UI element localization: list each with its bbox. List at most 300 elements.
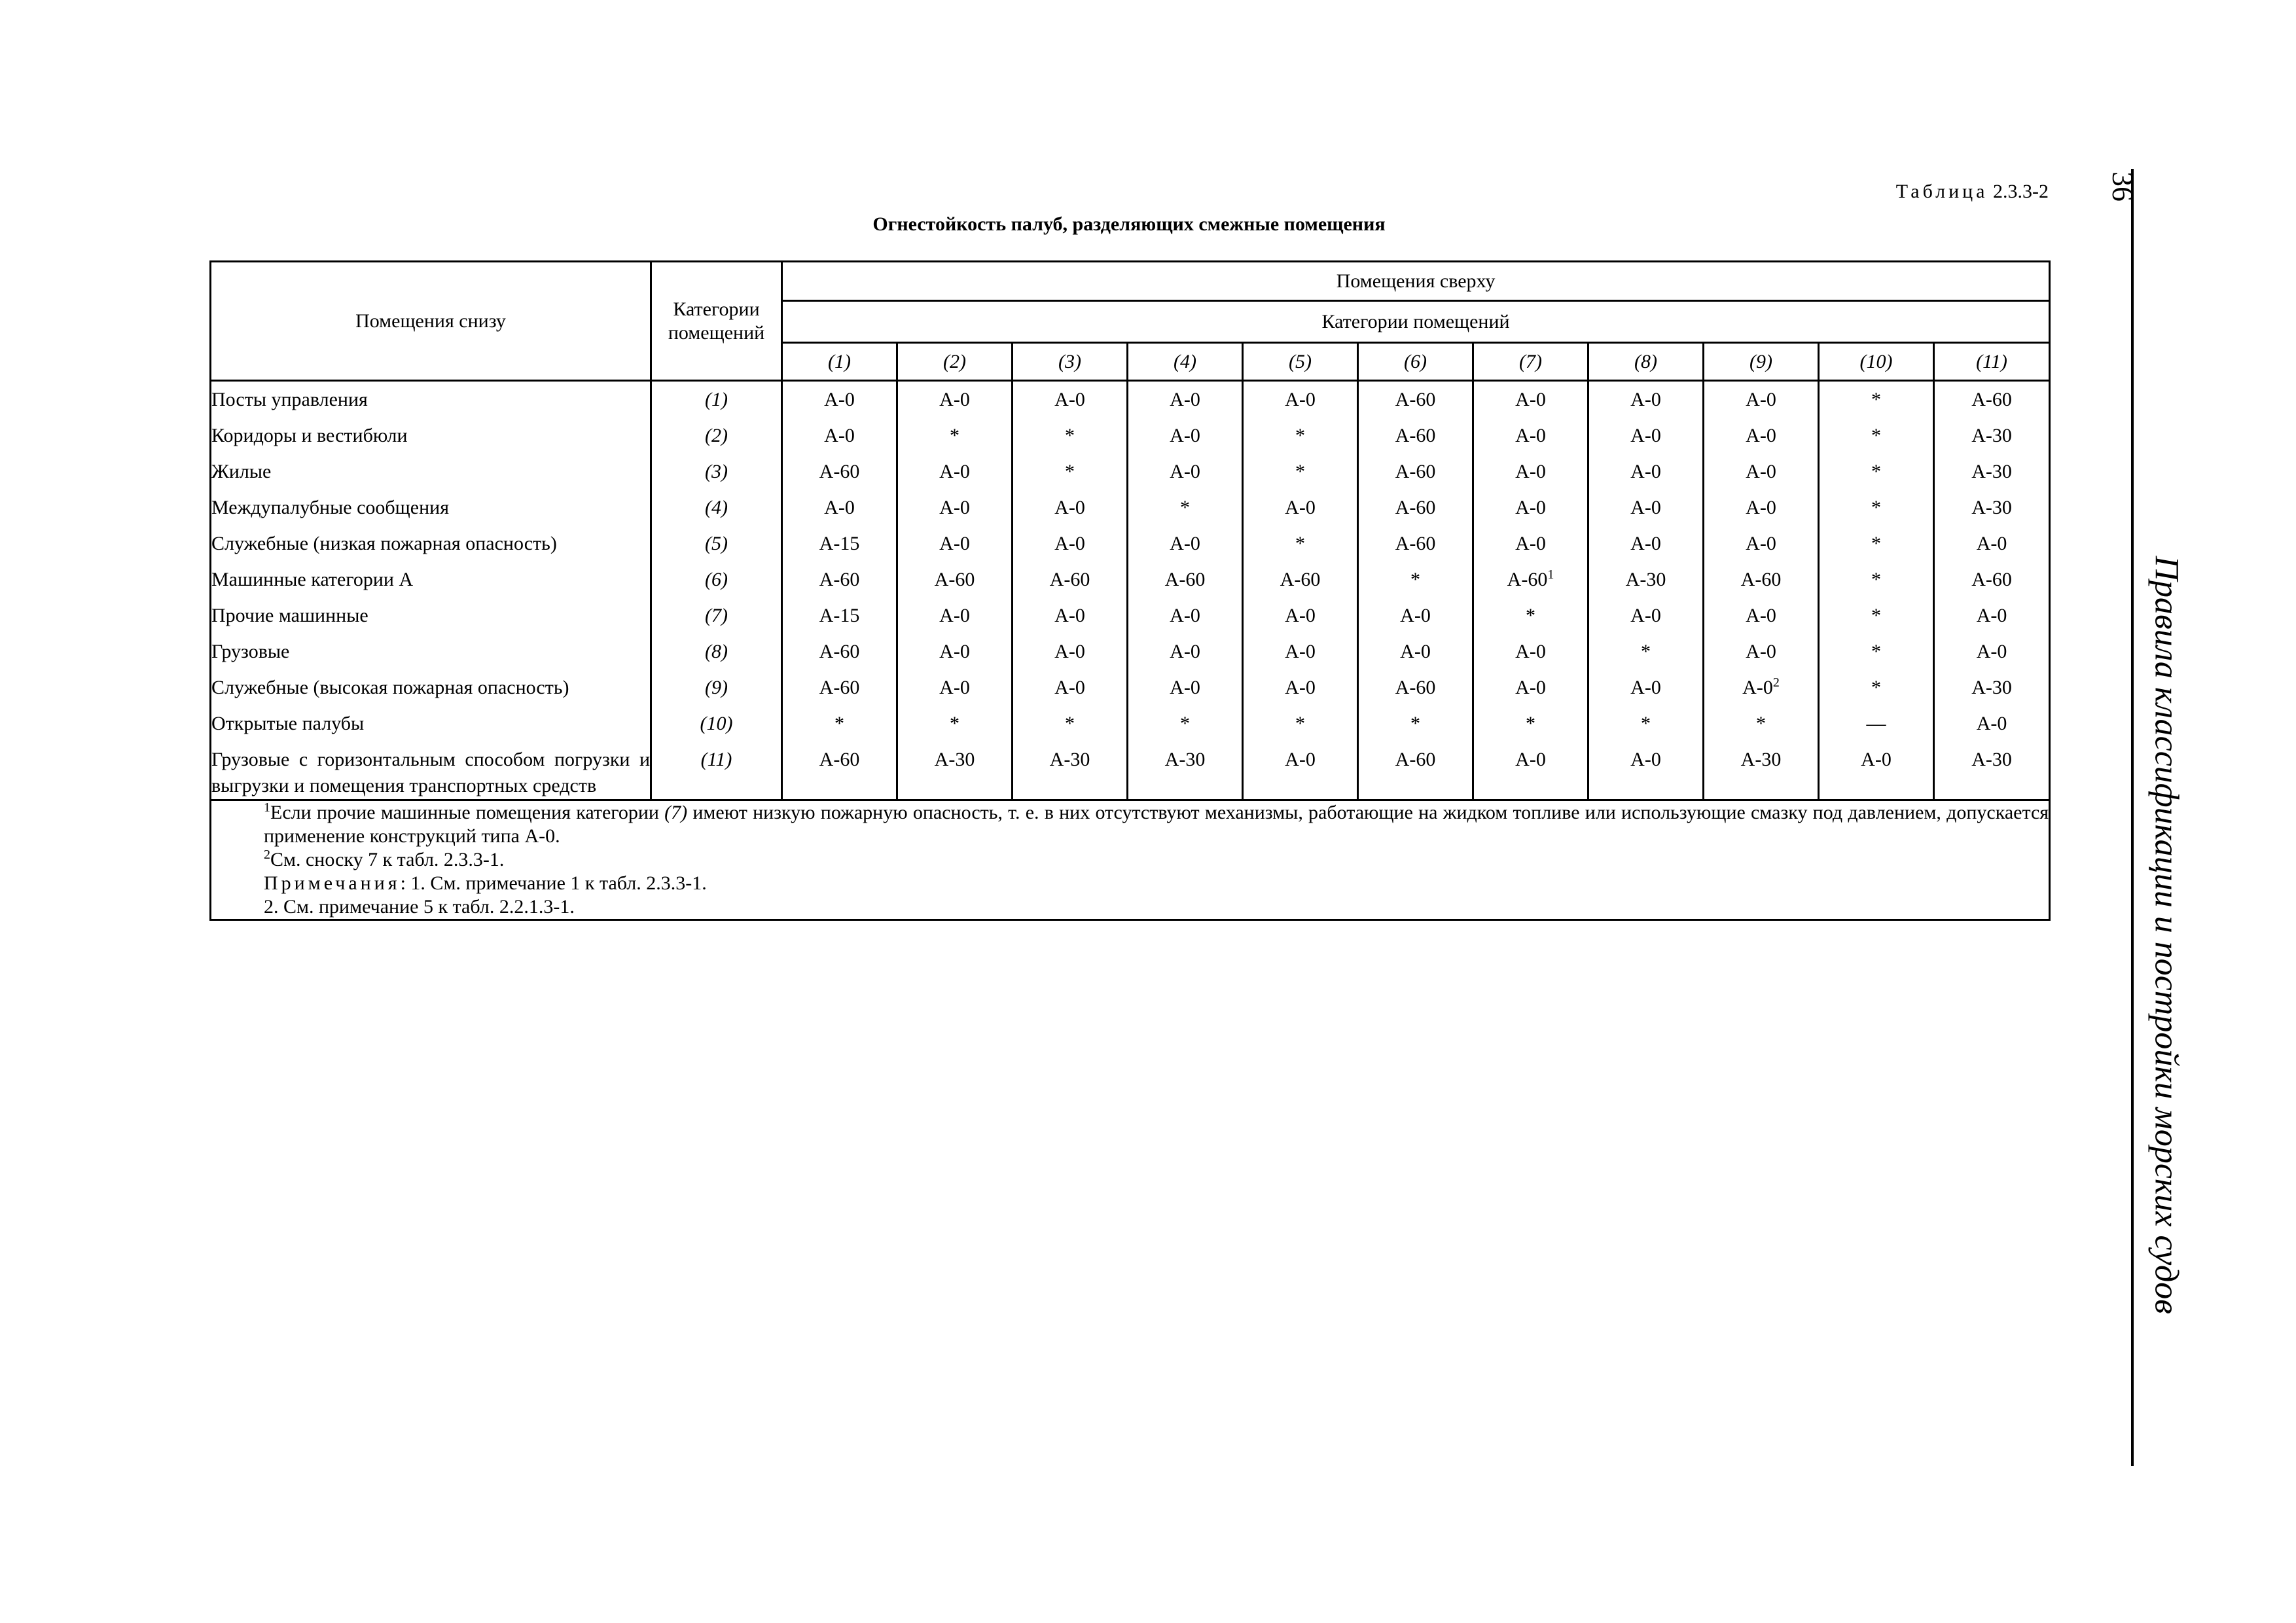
cell-value: A-0 — [1630, 461, 1661, 482]
value-column — [1473, 381, 1588, 800]
cell-value: A-0 — [1170, 641, 1200, 662]
room-category: (5) — [705, 533, 728, 554]
table-cell — [1589, 526, 1702, 562]
cell-value: A-0 — [824, 425, 855, 446]
cell-value: A-0 — [1285, 749, 1316, 770]
room-category: (8) — [705, 641, 728, 662]
value-column — [1819, 381, 1934, 800]
value-column — [782, 381, 897, 800]
cell-value: A-0 — [1515, 389, 1546, 410]
table-cell — [1474, 418, 1587, 454]
table-cell — [1359, 490, 1472, 526]
cell-value: * — [834, 713, 844, 734]
room-name: Машинные категории А — [211, 569, 414, 590]
cell-value: * — [1871, 677, 1881, 698]
cell-value: * — [1410, 569, 1420, 590]
table-cell — [1935, 562, 2049, 597]
table-cell — [1474, 382, 1587, 418]
cell-value: A-0 — [1054, 533, 1085, 554]
table-cell — [1820, 669, 1933, 705]
cell-value: A-0 — [939, 533, 970, 554]
header-rooms-above: Помещения сверху — [782, 262, 2050, 301]
cell-value: * — [1526, 713, 1535, 734]
cell-value: A-0 — [1976, 605, 2007, 626]
table-cell — [783, 526, 896, 562]
table-cell — [1474, 669, 1587, 705]
header-rooms-below: Помещения снизу — [211, 262, 651, 381]
notes-label: Примечания — [264, 872, 401, 894]
table-cell — [1244, 562, 1357, 597]
cell-value: A-60 — [819, 569, 860, 590]
cell-value: A-0 — [1515, 641, 1546, 662]
cell-value: A-0 — [939, 641, 970, 662]
table-cell — [1820, 741, 1933, 777]
table-cell — [1128, 418, 1242, 454]
table-cell — [1589, 597, 1702, 633]
table-cell — [1244, 526, 1357, 562]
table-cell — [1474, 597, 1587, 633]
cell-value: A-30 — [1049, 749, 1090, 770]
table-cell — [898, 526, 1011, 562]
cell-value: A-0 — [1170, 533, 1200, 554]
cell-value: * — [1756, 713, 1766, 734]
cell-value: A-0 — [1515, 461, 1546, 482]
cell-value: A-30 — [1740, 749, 1782, 770]
cell-value: * — [1871, 641, 1881, 662]
table-cell — [1474, 526, 1587, 562]
cell-value: A-0 — [1170, 389, 1200, 410]
col-number: (3) — [1013, 343, 1128, 381]
table-cell — [1704, 526, 1818, 562]
table-cell — [1935, 705, 2049, 741]
table-cell — [1474, 633, 1587, 669]
table-title: Огнестойкость палуб, разделяющих смежные помещения — [872, 213, 1386, 235]
table-cell — [783, 669, 896, 705]
footnote-text: См. сноску 7 к табл. 2.3.3-1. — [270, 849, 505, 870]
cell-value: A-60 — [934, 569, 975, 590]
table-cell — [783, 705, 896, 741]
cell-value: A-0 — [1630, 749, 1661, 770]
table-cell — [1013, 705, 1126, 741]
cell-value: * — [1410, 713, 1420, 734]
cell-value: A-0 — [1746, 461, 1776, 482]
table-cell — [1013, 562, 1126, 597]
table-cell — [1244, 454, 1357, 490]
col-number: (4) — [1128, 343, 1243, 381]
table-cell — [1013, 490, 1126, 526]
cell-value: A-60 — [1971, 389, 2012, 410]
value-column — [1588, 381, 1704, 800]
table-cell — [1704, 633, 1818, 669]
table-cell — [1589, 562, 1702, 597]
cell-value: A-15 — [819, 533, 860, 554]
cell-value: A-0 — [1285, 641, 1316, 662]
room-category: (6) — [705, 569, 728, 590]
footnote-category: (7) — [664, 802, 688, 823]
table-cell — [1244, 490, 1357, 526]
room-name: Грузовые — [211, 641, 290, 662]
cell-value: A-0 — [1746, 605, 1776, 626]
table-cell — [1935, 526, 2049, 562]
table-cell — [1128, 382, 1242, 418]
note-1: : 1. См. примечание 1 к табл. 2.3.3-1. — [400, 872, 707, 894]
table-cell — [898, 418, 1011, 454]
col-number: (7) — [1473, 343, 1588, 381]
cell-value: A-0 — [1054, 389, 1085, 410]
table-cell — [1704, 454, 1818, 490]
room-name: Прочие машинные — [211, 605, 368, 626]
cell-value: A-60 — [1164, 569, 1206, 590]
cell-value: A-15 — [819, 605, 860, 626]
cell-value: A-60 — [1395, 749, 1436, 770]
table-cell — [1820, 382, 1933, 418]
cell-value: A-0 — [824, 497, 855, 518]
cell-value: * — [1871, 497, 1881, 518]
table-cell — [898, 382, 1011, 418]
table-cell — [1935, 741, 2049, 777]
cell-value: A-60 — [1507, 569, 1548, 590]
cell-value: A-0 — [1976, 713, 2007, 734]
table-cell — [1474, 454, 1587, 490]
table-cell — [1359, 454, 1472, 490]
table-cell — [1244, 669, 1357, 705]
table-footnotes — [211, 800, 2050, 920]
table-cell — [783, 454, 896, 490]
table-cell — [1589, 490, 1702, 526]
cell-value: A-30 — [1971, 749, 2012, 770]
room-category: (1) — [705, 389, 728, 410]
cell-value: A-0 — [1630, 533, 1661, 554]
cell-value: A-0 — [1170, 461, 1200, 482]
table-cell — [1244, 597, 1357, 633]
table-cell — [1589, 454, 1702, 490]
table-cell — [1820, 490, 1933, 526]
cell-value: A-0 — [1861, 749, 1892, 770]
footnote-text: Если прочие машинные помещения категории — [270, 802, 665, 823]
col-number: (6) — [1358, 343, 1473, 381]
cell-value: A-0 — [1285, 497, 1316, 518]
cell-value: A-0 — [1515, 497, 1546, 518]
room-name: Жилые — [211, 461, 272, 482]
cell-value: * — [1295, 713, 1305, 734]
table-cell — [1359, 562, 1472, 597]
table-cell — [1013, 454, 1126, 490]
table-cell — [1013, 382, 1126, 418]
table-cell — [1704, 741, 1818, 777]
cell-value: * — [1871, 533, 1881, 554]
table-cell — [1820, 454, 1933, 490]
cell-value: A-60 — [1280, 569, 1321, 590]
cell-value: A-0 — [1630, 605, 1661, 626]
fire-resistance-table — [209, 260, 2051, 921]
table-cell — [1474, 741, 1587, 777]
cell-value: * — [1295, 533, 1305, 554]
room-names-column — [211, 381, 651, 800]
cell-value: A-0 — [1285, 605, 1316, 626]
cell-value: A-0 — [939, 497, 970, 518]
cell-value: * — [1180, 713, 1190, 734]
cell-value: A-30 — [1971, 461, 2012, 482]
cell-value: A-0 — [1054, 677, 1085, 698]
table-cell — [783, 562, 896, 597]
cell-value: A-0 — [1630, 425, 1661, 446]
table-cell — [1935, 382, 2049, 418]
table-cell — [1359, 705, 1472, 741]
cell-footnote-mark: 1 — [1547, 567, 1554, 582]
table-cell — [1128, 669, 1242, 705]
cell-value: A-60 — [1740, 569, 1782, 590]
table-cell — [1128, 454, 1242, 490]
cell-value: A-0 — [1746, 533, 1776, 554]
cell-value: A-0 — [939, 677, 970, 698]
cell-value: A-0 — [1400, 641, 1431, 662]
cell-value: * — [1871, 461, 1881, 482]
cell-value: A-0 — [939, 389, 970, 410]
table-cell — [1359, 526, 1472, 562]
cell-value: A-0 — [1170, 425, 1200, 446]
room-name: Служебные (низкая пожарная опасность) — [211, 533, 557, 554]
cell-value: A-0 — [1515, 533, 1546, 554]
cell-value: — — [1866, 713, 1886, 734]
table-cell — [1935, 454, 2049, 490]
table-cell — [898, 669, 1011, 705]
table-cell — [1013, 418, 1126, 454]
table-cell — [1704, 562, 1818, 597]
cell-value: A-60 — [1395, 389, 1436, 410]
cell-value: A-0 — [1515, 749, 1546, 770]
cell-value: * — [950, 713, 960, 734]
col-number: (2) — [897, 343, 1013, 381]
value-column — [1934, 381, 2050, 800]
footnote-mark: 1 — [264, 800, 270, 815]
table-cell — [1244, 741, 1357, 777]
col-number: (9) — [1704, 343, 1819, 381]
cell-value: A-30 — [1971, 497, 2012, 518]
col-number: (8) — [1588, 343, 1704, 381]
cell-value: A-0 — [1746, 425, 1776, 446]
table-cell — [1013, 669, 1126, 705]
cell-value: * — [1526, 605, 1535, 626]
room-name: Посты управления — [211, 389, 368, 410]
cell-value: A-0 — [1515, 677, 1546, 698]
table-label-word: Таблица — [1895, 181, 1988, 202]
value-column — [1704, 381, 1819, 800]
cell-value: A-0 — [1170, 605, 1200, 626]
cell-footnote-mark: 2 — [1772, 675, 1780, 690]
table-body-row — [211, 381, 2050, 800]
cell-value: A-0 — [1746, 641, 1776, 662]
table-cell — [1244, 705, 1357, 741]
table-cell — [1474, 562, 1587, 597]
cell-value: * — [1871, 425, 1881, 446]
table-cell — [1013, 741, 1126, 777]
cell-value: * — [1871, 389, 1881, 410]
footnote-1 — [211, 801, 2049, 848]
cell-value: A-0 — [939, 461, 970, 482]
cell-value: A-0 — [1630, 677, 1661, 698]
header-room-categories: Категории помещений — [782, 301, 2050, 343]
cell-value: A-0 — [1170, 677, 1200, 698]
cell-value: A-60 — [1395, 497, 1436, 518]
footnote-2 — [211, 848, 2049, 872]
table-cell — [898, 490, 1011, 526]
table-cell — [1474, 705, 1587, 741]
cell-value: A-0 — [1054, 605, 1085, 626]
table-cell — [1013, 597, 1126, 633]
cell-value: A-60 — [1971, 569, 2012, 590]
table-cell — [1820, 705, 1933, 741]
cell-value: A-30 — [1164, 749, 1206, 770]
table-cell — [783, 382, 896, 418]
notes — [211, 872, 2049, 895]
room-name: Коридоры и вестибюли — [211, 425, 408, 446]
cell-value: A-0 — [1285, 677, 1316, 698]
table-cell — [898, 597, 1011, 633]
table-cell — [1359, 382, 1472, 418]
running-head: Правила классификации и постройки морских судов — [2147, 556, 2185, 1314]
value-column — [1013, 381, 1128, 800]
cell-value: * — [1295, 461, 1305, 482]
cell-value: A-60 — [1395, 425, 1436, 446]
cell-value: A-0 — [1746, 389, 1776, 410]
table-cell — [898, 454, 1011, 490]
cell-value: A-0 — [1976, 533, 2007, 554]
col-number: (5) — [1243, 343, 1358, 381]
cell-value: A-30 — [1625, 569, 1666, 590]
room-category: (7) — [705, 605, 728, 626]
cell-value: A-60 — [1395, 533, 1436, 554]
cell-value: * — [1871, 569, 1881, 590]
table-cell — [1935, 418, 2049, 454]
side-rule — [2131, 169, 2134, 1466]
table-cell — [1589, 382, 1702, 418]
footnote-text: имеют низкую пожарную опасность, т. е. в них отсутствуют механизмы, работающие на жидком топливе или использующие смазку под давлением, допускается применение конструкций типа А-0. — [264, 802, 2049, 847]
table-cell — [1359, 418, 1472, 454]
table-cell — [1013, 633, 1126, 669]
table-cell — [1589, 633, 1702, 669]
cell-value: * — [1180, 497, 1190, 518]
table-cell — [783, 490, 896, 526]
page-number: 36 — [2106, 171, 2140, 202]
room-category: (11) — [700, 749, 732, 770]
table-cell — [1128, 741, 1242, 777]
cell-value: * — [950, 425, 960, 446]
cell-value: * — [1871, 605, 1881, 626]
table-cell — [1128, 562, 1242, 597]
cell-value: * — [1641, 641, 1651, 662]
table-cell — [783, 597, 896, 633]
cell-value: A-30 — [934, 749, 975, 770]
cell-value: A-0 — [1054, 641, 1085, 662]
table-cell — [1474, 490, 1587, 526]
table-cell — [898, 562, 1011, 597]
table-cell — [1244, 633, 1357, 669]
room-category: (9) — [705, 677, 728, 698]
table-cell — [1589, 741, 1702, 777]
table-cell — [1128, 633, 1242, 669]
table-cell — [1820, 418, 1933, 454]
table-cell — [898, 741, 1011, 777]
cell-value: A-0 — [1630, 389, 1661, 410]
cell-value: A-60 — [1395, 677, 1436, 698]
cell-value: * — [1065, 425, 1075, 446]
table-cell — [1820, 562, 1933, 597]
table-cell — [1128, 705, 1242, 741]
table-cell — [1704, 382, 1818, 418]
cell-value: A-0 — [1976, 641, 2007, 662]
table-cell — [898, 633, 1011, 669]
table-cell — [1935, 597, 2049, 633]
table-cell — [1820, 597, 1933, 633]
value-column — [1358, 381, 1473, 800]
cell-value: * — [1065, 461, 1075, 482]
table-cell — [783, 741, 896, 777]
note-2: 2. См. примечание 5 к табл. 2.2.1.3-1. — [264, 896, 575, 918]
table-cell — [783, 418, 896, 454]
cell-value: A-0 — [1400, 605, 1431, 626]
room-category: (10) — [700, 713, 733, 734]
cell-value: A-60 — [1395, 461, 1436, 482]
cell-value: A-60 — [819, 641, 860, 662]
table-number: 2.3.3-2 — [1993, 181, 2049, 202]
cell-value: * — [1641, 713, 1651, 734]
col-number: (10) — [1819, 343, 1934, 381]
table-cell — [1704, 705, 1818, 741]
table-cell — [1704, 669, 1818, 705]
room-category-column — [651, 381, 782, 800]
cell-value: A-0 — [1742, 677, 1773, 698]
header-categories: Категории помещений — [651, 262, 782, 381]
table-cell — [1128, 490, 1242, 526]
table-cell — [1359, 633, 1472, 669]
cell-value: A-30 — [1971, 425, 2012, 446]
table-cell — [1589, 669, 1702, 705]
value-column — [1128, 381, 1243, 800]
table-cell — [1359, 597, 1472, 633]
table-cell — [1820, 526, 1933, 562]
table-cell — [1935, 669, 2049, 705]
table-cell — [1244, 382, 1357, 418]
table-cell — [1589, 705, 1702, 741]
room-name: Служебные (высокая пожарная опасность) — [211, 677, 569, 698]
room-name: Грузовые с горизонтальным способом погрузки и выгрузки и помещения транспортных средств — [211, 749, 650, 796]
cell-value: A-60 — [819, 461, 860, 482]
value-column — [1243, 381, 1358, 800]
room-category: (4) — [705, 497, 728, 518]
table-cell — [1589, 418, 1702, 454]
table-cell — [1013, 526, 1126, 562]
cell-value: A-0 — [939, 605, 970, 626]
table-cell — [1128, 597, 1242, 633]
cell-value: * — [1065, 713, 1075, 734]
table-cell — [898, 705, 1011, 741]
cell-value: A-0 — [824, 389, 855, 410]
footnote-mark: 2 — [264, 847, 270, 862]
cell-value: A-0 — [1515, 425, 1546, 446]
cell-value: A-0 — [1285, 389, 1316, 410]
table-cell — [1935, 490, 2049, 526]
value-column — [897, 381, 1013, 800]
table-cell — [1128, 526, 1242, 562]
col-number: (1) — [782, 343, 897, 381]
cell-value: A-60 — [819, 677, 860, 698]
table-cell — [1244, 418, 1357, 454]
table-cell — [1935, 633, 2049, 669]
cell-value: A-0 — [1054, 497, 1085, 518]
cell-value: * — [1295, 425, 1305, 446]
room-category: (3) — [705, 461, 728, 482]
cell-value: A-0 — [1746, 497, 1776, 518]
